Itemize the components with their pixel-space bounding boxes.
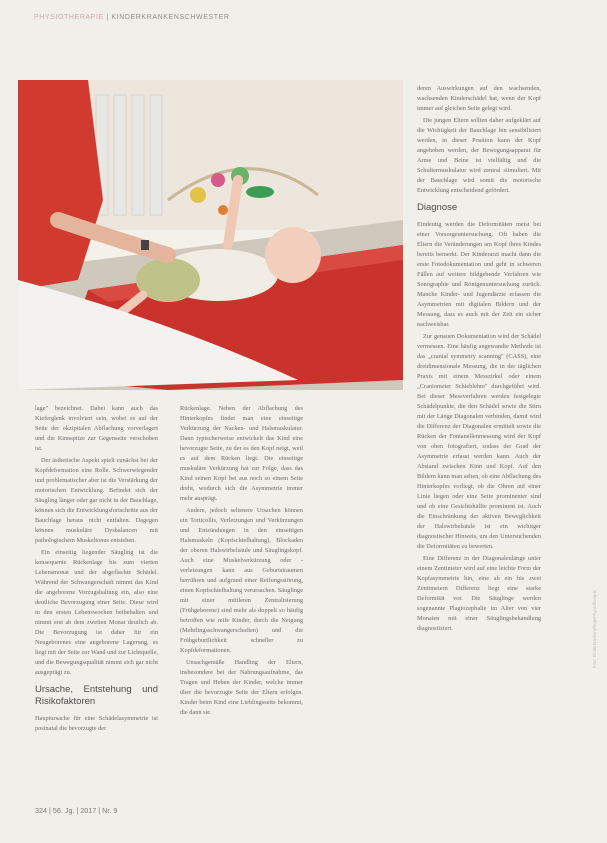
paragraph: lage" bezeichnet. Dabei kann auch das Kieferglenk involviert sein, wobei es auf der Seite der okzipitalen Abflachung vorverlagert und die Kinnspitze zur Gegenseite verschoben ist. [35, 405, 158, 452]
article-photo [18, 80, 403, 390]
header-section: PHYSIOTHERAPIE [34, 14, 104, 21]
paragraph: Hauptursache für eine Schädelasymmetrie ist postnatal die bevorzugte der [35, 715, 158, 732]
running-header [34, 14, 230, 21]
photo-credit: Foto: Kinderkrankenpflege/Physiotherapie [592, 590, 597, 668]
paragraph: Rückenlage. Neben der Abflachung des Hinterkopfes findet man eine einseitige Verkürzung der Nacken- und Halsmuskulatur. Dann typischerweise entwickelt das Kind eine bevorzugte Seite, zu der es den Kopf neigt, weil es auf dem Rücken liegt. Die einseitige muskuläre Verkürzung hat zur Folge, dass das Kind seinen Kopf bei aus noch so einem Seite dreht, wodurch sich die Asymmetrie immer mehr ausprägt. [180, 405, 303, 502]
paragraph: Zur genauen Dokumentation wird der Schädel vermessen. Eine häufig angewandte Methode ist das „cranial symmetry scanning" (CASS), eine dreidimensionale Messung, die in der täglichen Praxis mit einem Messzirkel oder einem „Craniometer Schieblehre" durchgeführt wird. Bei dieser Messverfahren werden festgelegte Schädelpunkte, die den Schädel sowie die Stirn mit der Länge Diagonalen verbinden, damit wird die Differenz der Diagonalen ermittelt sowie die Rücken der Fontanellenmessung wird der Kopf von oben fotografiert, sodass der Grad der Asymmetrie erfasst werden kann. Auch der Abstand zwischen Kinn und Kopf. Auf den Bildern kann man sehen, ob eine Abflachung des Hinterkopfes vorliegt, ob die Ohren auf einer Linie liegen oder eine Seite prominenter sind und ob eine Gesichtshälfte prominent ist. Auch die Einschränkung der aktiven Beweglichkeit der Halswirbelsäule ist ein wichtiger diagnostischer Hinweis, um den Untersuchenden die Deformitäten zu bewerten. [417, 333, 541, 550]
page-number: 324 [35, 806, 47, 815]
paragraph: Der ästhetische Aspekt spielt zunächst bei der Kopfdeformation eine Rolle. Schwerwiegender und problematischer aber ist die Verstärkung der motorischen Entwicklung. Befindet sich der Säugling länger oder gar nicht in der Bauchlage, können sich die Entwicklungsfortschritte aus der Bauchlage heraus nicht entfalten. Dagegen können muskuläre Dysbalancen mit pathologischem Muskeltonus entstehen. [35, 457, 158, 544]
header-separator: | [106, 14, 109, 21]
section-heading-diagnose: Diagnose [417, 202, 458, 213]
paragraph: Eine Differenz in der Diagonalenlänge unter einem Zentimeter wird auf eine leichte Form der Kopfasymmetrie hin, eine ab ein bis zwei Zentimetern Differenz liegt eine starke Deformität vor. Die Säuglinge werden sogenannte Plagiozephalie im Alter von vier Monaten mit einer Säuglingsbehandlung diagnostiziert. [417, 555, 541, 632]
section-heading-ursache: Ursache, Entstehung und Risikofaktoren [35, 684, 158, 707]
header-topic: KINDERKRANKENSCHWESTER [111, 14, 230, 21]
paragraph: Ein einseitig liegender Säugling ist die konsequente Rückenlage bis zum vierten Lebensmonat und der abgeflachte Schädel. Während der Schwangerschaft nimmt das Kind die angeborene Vorzugshaltung ein, also eine deutliche Bevorzugung einer Seite. Diese wird in den ersten Lebenswochen beibehalten und nimmt erst ab dem zweiten Monat deutlich ab. Die Bevorzugung ist daher für ein Neugeborenes eine angeborene Lagerung, es liegt mit der Seite zur Wand und zur Lichtquelle, und die Bewegungsqualität nimmt sich gar nicht ausgeprägt zu. [35, 549, 159, 676]
paragraph: Die jungen Eltern sollten daher aufgeklärt auf die Wichtigkeit der Bauchlage hin sensibilisiert werden, in dieser Position kann der Kopf angehoben werden, der Bewegungsapparat für Arme und Beine ist vielfältig und die Schultermuskulatur wird zentral stimuliert. Mit der Bauchlage wird somit die motorische Entwicklung entscheidend gefördert. [417, 117, 541, 194]
issue-info: | 56. Jg. | 2017 | Nr. 9 [49, 806, 118, 815]
text-column-3 [417, 84, 541, 636]
text-column-2 [180, 404, 303, 720]
page-footer [35, 806, 117, 815]
paragraph: deren Auswirkungen auf den wachsenden, wachsenden Kinderschädel hat, wenn der Kopf immer auf gleichen Seite gelegt wird. [417, 85, 541, 112]
paragraph: Eindeutig werden die Deformitäten meist bei einer Vorsorgeuntersuchung. Oft haben die Eltern die Veränderungen am Kopf ihres Kindes bereits bemerkt. Der Kinderarzt macht dann die erste Fotodokumentation und geht in schweren Fällen auf weitere bildgebende Verfahren wie Sonographie und Röntgenuntersuchung zurück. Manche Kinder- und Jugendärzte erfassen die Asymmetrien mit digitalen Bildern und der Messung, dass es auch mit der Zeit ein sicher nachweisbar. [417, 221, 541, 328]
text-column-1 [35, 404, 158, 736]
paragraph: Unsachgemäße Handling der Eltern, insbesondere bei der Nahrungsaufnahme, das Tragen und Heben der Kinder, welche immer über die bevorzugte Seite der Eltern erfolgen. Kinder beim Kind eine Lieblingsseite bekommt, die dann sie. [180, 659, 303, 716]
paragraph: Andere, jedoch seltenere Ursachen können ein Torticollis, Verletzungen und Verkürzungen und Entzündungen in den einseitigen Halsmuskeln (Kopfschiefhaltung), Blockaden der oberen Halswirbelsäule und Säuglingskopf. Auch eine Muskelverkürzung oder -verletzungen kann aus Geburtstraumen herrühren und aufgrund einer Reifungsstörung, einen Kopfschiefhaltung verursachen. Säuglinge mit einer mittleren Zentralisierung (Frühgeborene) sind mehr als doppelt so häufig betroffen wie reife Kinder, durch die Neigung (Mehrlingsschwangerschaften) und die Frühgeburtlichkeit schneller zu Kopfdeformationen. [180, 507, 303, 654]
